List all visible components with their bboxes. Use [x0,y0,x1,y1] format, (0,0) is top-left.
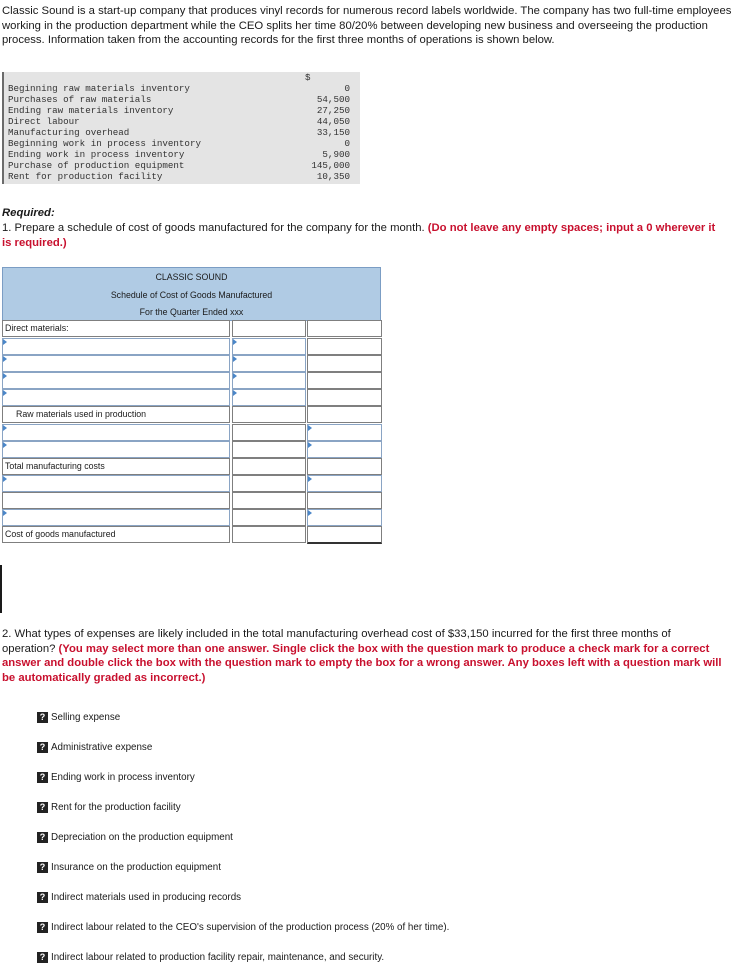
dropdown-arrow-icon [308,425,312,431]
schedule-input-row [2,509,381,526]
amount-input[interactable] [307,441,382,458]
dropdown-arrow-icon [3,442,7,448]
blank-cell [232,458,306,475]
option-label: Indirect labour related to production facility repair, maintenance, and security. [51,952,385,964]
question-mark-box[interactable]: ? [37,862,48,873]
data-row-value: 0 [344,83,350,94]
amount-input[interactable] [232,355,306,372]
dropdown-arrow-icon [308,442,312,448]
option-item [37,772,195,786]
total-mfg-label: Total manufacturing costs [5,461,105,471]
question-mark-box[interactable]: ? [37,832,48,843]
data-row-label: Direct labour [8,116,80,127]
account-dropdown[interactable] [2,338,230,355]
option-item [37,892,241,906]
data-row-label: Beginning raw materials inventory [8,83,190,94]
data-row-label: Beginning work in process inventory [8,138,201,149]
data-row [4,127,360,138]
option-label: Insurance on the production equipment [51,862,221,874]
dropdown-arrow-icon [233,373,237,379]
option-item [37,862,221,876]
option-label: Ending work in process inventory [51,772,195,784]
option-label: Indirect materials used in producing records [51,892,242,904]
question-mark-box[interactable]: ? [37,772,48,783]
dropdown-arrow-icon [3,425,7,431]
raw-used-label: Raw materials used in production [16,409,147,419]
option-label: Depreciation on the production equipment [51,832,233,844]
required-heading: Required: [2,207,55,219]
question-2-note: (You may select more than one answer. Single click the box with the question mark to produce a check mark for a correct answer and double click the box with the question mark to empty the box for a wrong answer. Any boxes left with a question mark will be automatically graded as incorrect.) [2,642,722,684]
cogm-label-cell [2,526,230,543]
dropdown-arrow-icon [308,510,312,516]
direct-materials-label-cell [2,320,230,337]
dropdown-arrow-icon [308,476,312,482]
total-mfg-label-cell [2,458,230,475]
blank-cell [307,355,382,372]
raw-used-label-cell [2,406,230,423]
amount-input[interactable] [232,338,306,355]
blank-cell [232,526,306,543]
cogm-label: Cost of goods manufactured [5,529,116,539]
direct-materials-label: Direct materials: [5,323,69,333]
dropdown-arrow-icon [3,356,7,362]
blank-cell [232,320,306,337]
data-row [4,149,360,160]
question-mark-box[interactable]: ? [37,952,48,963]
question-2 [2,627,722,685]
data-row-label: Purchase of production equipment [8,160,185,171]
amount-input[interactable] [307,509,382,526]
account-dropdown[interactable] [2,475,230,492]
data-row-value: 145,000 [311,160,350,171]
schedule-input-row [2,372,381,389]
data-row-label: Rent for production facility [8,171,163,182]
blank-cell [232,406,306,423]
blank-cell [307,372,382,389]
data-row-value: 0 [344,138,350,149]
data-row [4,116,360,127]
schedule-title: Schedule of Cost of Goods Manufactured [110,290,273,300]
blank-cell [307,338,382,355]
option-item [37,922,449,936]
data-row [4,138,360,149]
blank-cell [2,492,230,509]
blank-cell [232,424,306,441]
schedule-row-direct-materials [2,320,381,337]
account-dropdown[interactable] [2,372,230,389]
amount-input[interactable] [307,475,382,492]
schedule-input-row [2,441,381,458]
option-label: Administrative expense [51,742,153,754]
option-item [37,952,384,966]
dropdown-arrow-icon [3,373,7,379]
option-label: Selling expense [51,712,121,724]
blank-cell [307,458,382,475]
data-row-label: Ending work in process inventory [8,149,185,160]
schedule-period: For the Quarter Ended xxx [139,307,244,317]
question-2-text: 2. What types of expenses are likely included in the total manufacturing overhead cost of $33,150 incurred for the first three months of operation? [2,628,671,655]
currency-symbol: $ [305,72,311,83]
blank-cell [232,509,306,526]
option-item [37,742,152,756]
question-1 [2,221,722,250]
option-item [37,712,120,726]
schedule-header [2,267,381,321]
schedule-input-row [2,424,381,441]
schedule-input-row [2,338,381,355]
dropdown-arrow-icon [233,390,237,396]
dropdown-arrow-icon [3,476,7,482]
schedule-input-row [2,475,381,492]
option-item [37,802,181,816]
dropdown-arrow-icon [3,510,7,516]
account-dropdown[interactable] [2,509,230,526]
blank-cell [232,492,306,509]
schedule-row-total-mfg [2,458,381,475]
data-row-label: Purchases of raw materials [8,94,152,105]
data-row-label: Manufacturing overhead [8,127,130,138]
data-row [4,83,360,94]
blank-cell [307,389,382,406]
question-mark-box[interactable]: ? [37,712,48,723]
option-label: Indirect labour related to the CEO's supervision of the production process (20% of her time). [51,922,450,934]
question-1-text: 1. Prepare a schedule of cost of goods manufactured for the company for the month. [2,222,425,234]
data-table-currency-row [4,72,360,83]
data-row-value: 27,250 [316,105,350,116]
question-mark-box[interactable]: ? [37,922,48,933]
data-row-value: 10,350 [316,171,350,182]
account-dropdown[interactable] [2,355,230,372]
option-label: Rent for the production facility [51,802,181,814]
amount-input[interactable] [307,424,382,441]
schedule-row-raw-used [2,406,381,423]
data-row [4,105,360,116]
account-dropdown[interactable] [2,424,230,441]
amount-input[interactable] [232,372,306,389]
data-row-value: 44,050 [316,116,350,127]
data-row [4,160,360,171]
account-dropdown[interactable] [2,389,230,406]
amount-input[interactable] [232,389,306,406]
data-row-value: 33,150 [316,127,350,138]
blank-cell [232,475,306,492]
blank-cell [307,320,382,337]
option-item [37,832,233,846]
blank-cell [307,492,382,509]
schedule-input-row [2,389,381,406]
dropdown-arrow-icon [233,356,237,362]
data-row-value: 5,900 [322,149,350,160]
data-row-value: 54,500 [316,94,350,105]
dropdown-arrow-icon [233,339,237,345]
question-mark-box[interactable]: ? [37,742,48,753]
schedule-input-row [2,355,381,372]
question-mark-box[interactable]: ? [37,802,48,813]
blank-cell [232,441,306,458]
dropdown-arrow-icon [3,339,7,345]
data-row-label: Ending raw materials inventory [8,105,174,116]
data-row [4,94,360,105]
problem-intro: Classic Sound is a start-up company that produces vinyl records for numerous record labels worldwide. The company has two full-time employees working in the production department while the CEO splits her time 80/20% between developing new business and overseeing the production process. Information taken from the accounting records for the first three months of operations is shown below. [2,5,732,47]
schedule-row-blank [2,492,381,509]
schedule-company: CLASSIC SOUND [155,272,228,282]
data-row [4,171,360,182]
question-mark-box[interactable]: ? [37,892,48,903]
cogm-schedule [2,267,381,539]
cogm-total-cell [307,526,382,544]
account-dropdown[interactable] [2,441,230,458]
schedule-row-cogm [2,526,381,543]
margin-rule [0,565,2,613]
accounting-data-table [2,72,360,184]
dropdown-arrow-icon [3,390,7,396]
question-1-note: (Do not leave any empty spaces; input a 0 wherever it is required.) [2,222,716,249]
blank-cell [307,406,382,423]
